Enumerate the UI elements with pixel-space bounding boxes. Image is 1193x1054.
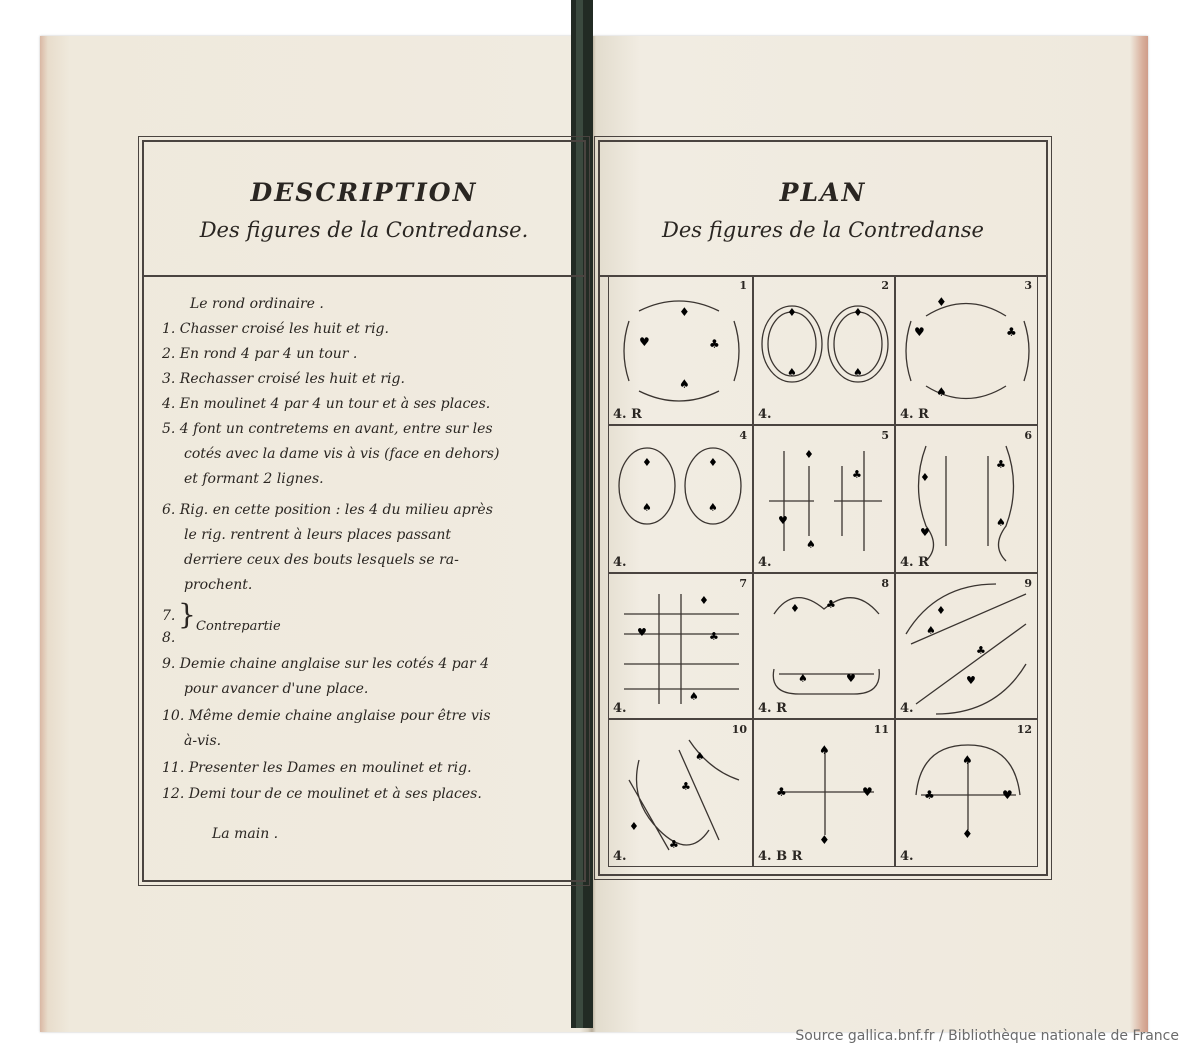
figure-diagram-8 <box>754 574 894 718</box>
plan-title: PLAN <box>779 178 867 207</box>
figure-number: 9 <box>1024 577 1032 590</box>
figure-mark: 4. R <box>900 555 929 570</box>
figure-mark: 4. <box>613 555 627 570</box>
plan-page <box>598 140 1048 876</box>
svg-text:♠: ♠ <box>853 366 863 379</box>
svg-text:♠: ♠ <box>787 366 797 379</box>
figure-mark: 4. R <box>758 701 787 716</box>
svg-text:♠: ♠ <box>819 743 830 757</box>
svg-text:♥: ♥ <box>778 514 788 527</box>
svg-text:♣: ♣ <box>669 838 679 851</box>
svg-text:♣: ♣ <box>776 785 787 799</box>
svg-text:♠: ♠ <box>642 501 652 514</box>
figure-diagram-2 <box>754 276 894 424</box>
figure-cell-3 <box>895 275 1038 425</box>
svg-text:♣: ♣ <box>852 468 862 481</box>
svg-text:♣: ♣ <box>709 337 720 351</box>
figure-mark: 4. <box>613 849 627 864</box>
figure-diagram-10 <box>609 720 752 866</box>
svg-text:♦: ♦ <box>936 295 947 309</box>
svg-text:♣: ♣ <box>826 598 836 611</box>
figure-number: 3 <box>1024 279 1032 292</box>
source-credit: Source gallica.bnf.fr / Bibliothèque nationale de France <box>795 1028 1179 1044</box>
svg-text:♣: ♣ <box>1006 325 1017 339</box>
svg-text:♣: ♣ <box>996 458 1006 471</box>
figure-number: 6 <box>1024 429 1032 442</box>
figure-diagram-5 <box>754 426 894 572</box>
figure-cell-12 <box>895 719 1038 867</box>
figure-number: 5 <box>881 429 889 442</box>
svg-text:♦: ♦ <box>804 448 814 461</box>
svg-text:♥: ♥ <box>1002 788 1013 802</box>
svg-text:♠: ♠ <box>679 377 690 391</box>
svg-text:♦: ♦ <box>819 833 830 847</box>
figure-diagram-4 <box>609 426 752 572</box>
figure-mark: 4. B R <box>758 849 803 864</box>
figure-diagram-9 <box>896 574 1037 718</box>
figure-cell-11 <box>753 719 895 867</box>
figure-number: 1 <box>739 279 747 292</box>
figure-number: 2 <box>881 279 889 292</box>
figure-cell-6 <box>895 425 1038 573</box>
svg-text:♣: ♣ <box>924 788 935 802</box>
svg-text:♠: ♠ <box>695 750 705 763</box>
svg-text:♥: ♥ <box>920 526 930 539</box>
svg-text:♣: ♣ <box>976 644 986 657</box>
figure-mark: 4. <box>900 849 914 864</box>
svg-text:♥: ♥ <box>846 672 856 685</box>
figure-diagram-1 <box>609 276 752 424</box>
figure-cell-5 <box>753 425 895 573</box>
svg-text:♣: ♣ <box>709 630 719 643</box>
figure-cell-9 <box>895 573 1038 719</box>
svg-text:♦: ♦ <box>936 604 946 617</box>
svg-text:♦: ♦ <box>790 602 800 615</box>
figure-number: 10 <box>731 723 747 736</box>
plan-header <box>600 142 1046 277</box>
figure-cell-10 <box>608 719 753 867</box>
svg-text:♣: ♣ <box>681 780 691 793</box>
figure-diagram-7 <box>609 574 752 718</box>
svg-text:♠: ♠ <box>806 538 816 551</box>
svg-text:♦: ♦ <box>708 456 718 469</box>
svg-text:♥: ♥ <box>966 674 976 687</box>
figures-grid <box>608 275 1038 867</box>
svg-text:♦: ♦ <box>642 456 652 469</box>
figure-number: 12 <box>1016 723 1032 736</box>
figure-mark: 4. R <box>613 407 642 422</box>
svg-text:♥: ♥ <box>914 325 925 339</box>
figure-diagram-3 <box>896 276 1037 424</box>
figure-diagram-12 <box>896 720 1037 866</box>
figure-cell-8 <box>753 573 895 719</box>
figure-mark: 4. <box>900 701 914 716</box>
svg-text:♠: ♠ <box>936 385 947 399</box>
svg-text:♠: ♠ <box>798 672 808 685</box>
figure-mark: 4. <box>758 555 772 570</box>
description-page: DESCRIPTION Des figures de la Contredanse. Le rond ordinaire . 1. Chasser croisé les huit et rig. 2. En rond 4 par 4 un tour . 3. Rechasser croisé les huit et rig. 4. En moulinet 4 par 4 un tour et à ses places. 5. 4 font un contretems en avant, entre sur les cotés avec la dame vis à vis (face en dehors) et formant 2 lignes. 6. Rig. en cette position : les 4 du milieu après le rig. rentrent à leurs places passant derriere ceux des bouts lesquels se ra- prochent. 7. 8. } Contrepartie 9. Demie chaine anglaise sur les cotés 4 par 4 pour avancer d'une place. 10. Même demie chaine anglaise pour être vis à-vis. 11. Presenter les Dames en moulinet et rig. 12. Demi tour de ce moulinet et à ses places. La main . <box>142 140 586 882</box>
svg-text:♦: ♦ <box>787 306 797 319</box>
svg-text:♠: ♠ <box>689 690 699 703</box>
figure-mark: 4. <box>758 407 772 422</box>
figure-cell-1 <box>608 275 753 425</box>
svg-text:♠: ♠ <box>962 753 973 767</box>
svg-text:♠: ♠ <box>996 516 1006 529</box>
figure-number: 8 <box>881 577 889 590</box>
svg-text:♦: ♦ <box>679 305 690 319</box>
description-subtitle: Des figures de la Contredanse. <box>199 218 529 242</box>
description-header <box>144 142 584 277</box>
description-title: DESCRIPTION <box>250 178 478 207</box>
figure-cell-7 <box>608 573 753 719</box>
figure-cell-4 <box>608 425 753 573</box>
svg-text:♥: ♥ <box>862 785 873 799</box>
figure-mark: 4. R <box>900 407 929 422</box>
figure-mark: 4. <box>613 701 627 716</box>
svg-text:♦: ♦ <box>962 827 973 841</box>
figure-number: 4 <box>739 429 747 442</box>
figure-diagram-6 <box>896 426 1037 572</box>
svg-text:♥: ♥ <box>639 335 650 349</box>
plan-subtitle: Des figures de la Contredanse <box>662 218 984 242</box>
svg-text:♦: ♦ <box>920 471 930 484</box>
figure-number: 11 <box>873 723 889 736</box>
svg-text:♠: ♠ <box>926 624 936 637</box>
figure-number: 7 <box>739 577 747 590</box>
figure-cell-2 <box>753 275 895 425</box>
svg-text:♦: ♦ <box>629 820 639 833</box>
svg-text:♠: ♠ <box>708 501 718 514</box>
svg-text:♥: ♥ <box>637 626 647 639</box>
figure-diagram-11 <box>754 720 894 866</box>
svg-text:♦: ♦ <box>699 594 709 607</box>
svg-text:♦: ♦ <box>853 306 863 319</box>
